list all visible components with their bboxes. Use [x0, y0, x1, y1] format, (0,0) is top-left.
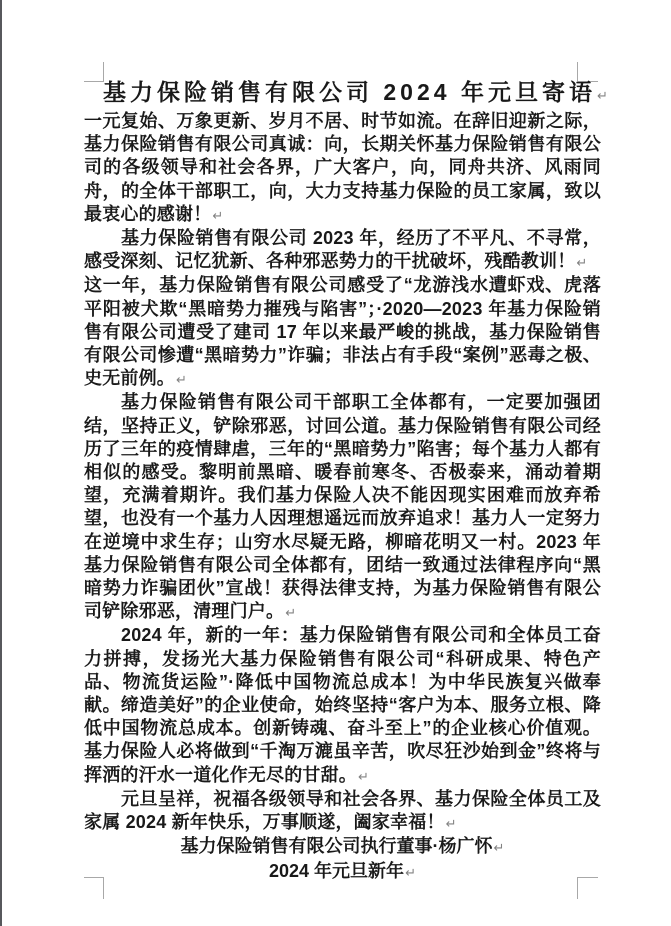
paragraph-mark-icon: ↵	[358, 768, 369, 784]
signature-text: 基力保险销售有限公司执行董事·杨广怀	[180, 836, 493, 857]
paragraph-text: 基力保险销售有限公司 2023 年，经历了不平凡、不寻常，感受深刻、记忆犹新、各种邪恶势力的干扰破坏，残酷教训！	[84, 228, 601, 272]
paragraph-blessing	[84, 788, 601, 835]
paragraph-text: 基力保险销售有限公司干部职工全体都有，一定要加强团结，坚持正义，铲除邪恶，讨回公道。基力保险销售有限公司经历了三年的疫情肆虐，三年的“黑暗势力”陷害；每个基力人都有相似的感受。黎明前黑暗、暖春前寒冬、否极泰来，涌动着期望，充满着期许。我们基力保险人决不能因现实困难而放弃希望，也没有一个基力人因理想遥远而放弃追求！基力人一定努力在逆境中求生存；山穷水尽疑无路，柳暗花明又一村。2023 年基力保险销售有限公司全体都有，团结一致通过法律程序向“黑暗势力诈骗团伙”宣战！获得法律支持，为基力保险销售有限公司铲除邪恶，清理门户。	[84, 392, 601, 622]
paragraph-mark-icon: ↵	[176, 372, 187, 388]
document-title-text: 基力保险销售有限公司 2024 年元旦寄语	[103, 79, 596, 105]
signature-line	[84, 835, 601, 859]
paragraph-this-year	[84, 274, 601, 391]
paragraph-mark-icon: ↵	[596, 88, 608, 103]
paragraph-mark-icon: ↵	[212, 207, 224, 223]
document-content	[84, 79, 608, 884]
paragraph-text: 一元复始、万象更新、岁月不居、时节如流。在辞旧迎新之际，基力保险销售有限公司真诚：向，长期关怀基力保险销售有限公司的各级领导和社会各界，广大客户，向，同舟共济、风雨同舟，的全体干部职工，向，大力支持基力保险的员工家属，致以最衷心的感谢！	[84, 111, 601, 224]
paragraph-opening	[84, 110, 601, 227]
paragraph-staff-unity	[84, 391, 601, 624]
paragraph-2023-review	[84, 227, 601, 274]
paragraph-text: 这一年，基力保险销售有限公司感受了“龙游浅水遭虾戏、虎落平阳被犬欺“黑暗势力摧残与陷害”；·2020—2023 年基力保险销售有限公司遭受了建司 17 年以来最严峻的挑战，基力保险销售有限公司惨遭“黑暗势力”诈骗；非法占有手段“案例”恶毒之极、史无前例。	[84, 275, 601, 389]
date-line	[84, 860, 601, 884]
document-title	[103, 79, 608, 109]
paragraph-text: 2024 年，新的一年：基力保险销售有限公司和全体员工奋力拼搏，发扬光大基力保险销售有限公司“科研成果、特色产品、物流货运险”·降低中国物流总成本！为中华民族复兴做奉献。缔造美好”的企业使命，始终坚持“客户为本、服务立根、降低中国物流总成本。创新铸魂、奋斗至上”的企业核心价值观。基力保险人必将做到“千淘万漉虽辛苦，吹尽狂沙始到金”终将与挥洒的汗水一道化作无尽的甘甜。	[84, 625, 601, 785]
page-edge-line	[0, 0, 2, 926]
paragraph-mark-icon: ↵	[285, 605, 297, 621]
paragraph-mark-icon: ↵	[405, 864, 416, 880]
paragraph-text: 元旦呈祥，祝福各级领导和社会各界、基力保险全体员工及家属 2024 新年快乐，万事顺遂，阖家幸福！	[84, 788, 601, 833]
paragraph-mark-icon: ↵	[445, 816, 457, 832]
paragraph-mark-icon: ↵	[576, 255, 588, 271]
paragraph-2024-outlook	[84, 624, 601, 787]
paragraph-mark-icon: ↵	[493, 840, 505, 856]
date-text: 2024 年元旦新年	[269, 860, 405, 881]
